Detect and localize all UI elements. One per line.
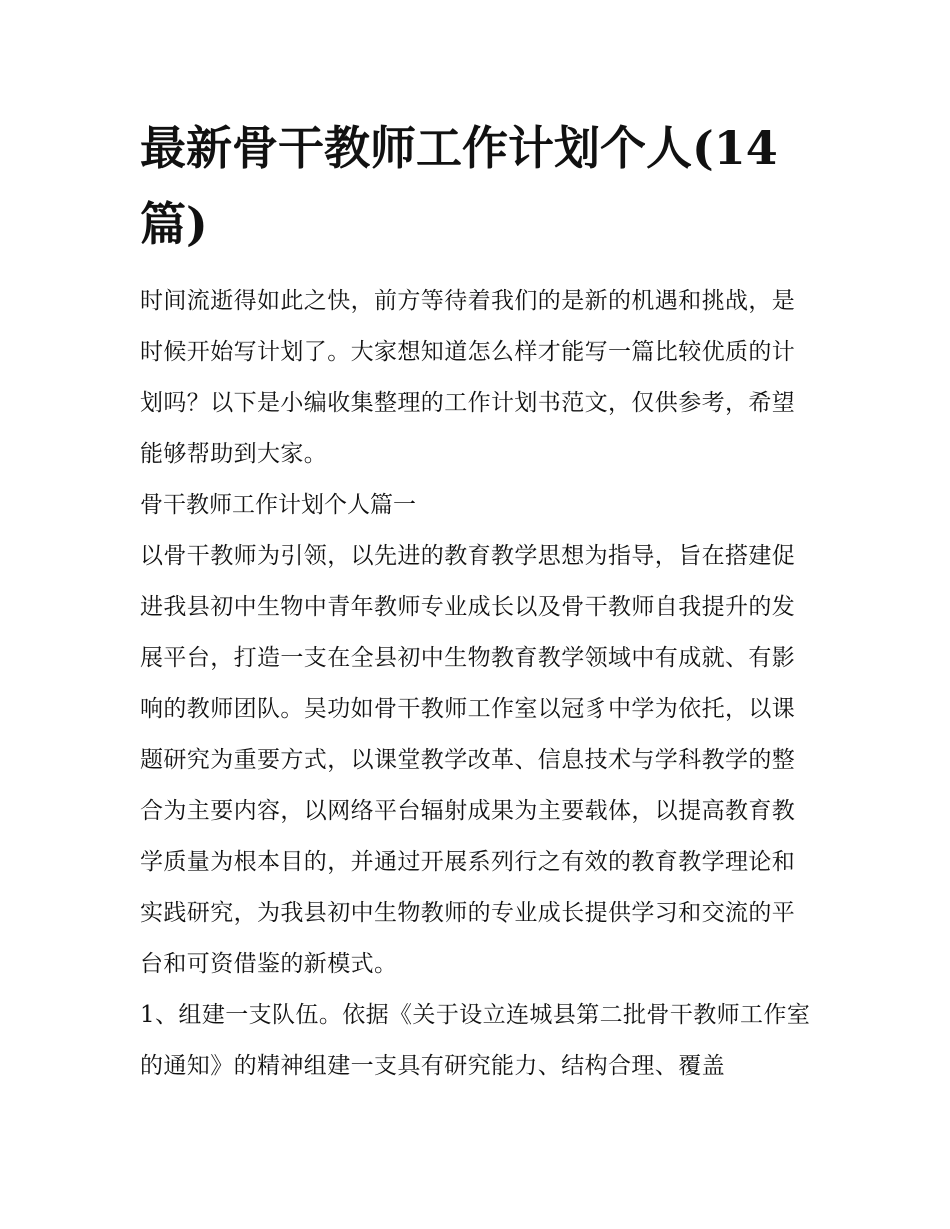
document-body — [140, 276, 812, 1092]
body-paragraph-1: 以骨干教师为引领，以先进的教育教学思想为指导，旨在搭建促进我县初中生物中青年教师专业成长以及骨干教师自我提升的发展平台，打造一支在全县初中生物教育教学领域中有成就、有影响的教师团队。吴功如骨干教师工作室以冠豸中学为依托，以课题研究为重要方式，以课堂教学改革、信息技术与学科教学的整合为主要内容，以网络平台辐射成果为主要载体，以提高教育教学质量为根本目的，并通过开展系列行之有效的教育教学理论和实践研究，为我县初中生物教师的专业成长提供学习和交流的平台和可资借鉴的新模式。 — [140, 543, 796, 977]
intro-paragraph: 时间流逝得如此之快，前方等待着我们的是新的机遇和挑战，是时候开始写计划了。大家想知道怎么样才能写一篇比较优质的计划吗？以下是小编收集整理的工作计划书范文，仅供参考，希望能够帮助到大家。 — [140, 288, 796, 467]
body-paragraph-2: 1、组建一支队伍。依据《关于设立连城县第二批骨干教师工作室的通知》的精神组建一支具有研究能力、结构合理、覆盖 — [140, 1002, 811, 1079]
document-title: 最新骨干教师工作计划个人(14篇) — [140, 121, 778, 251]
section-heading: 骨干教师工作计划个人篇一 — [140, 492, 416, 518]
document-page — [140, 110, 812, 1092]
